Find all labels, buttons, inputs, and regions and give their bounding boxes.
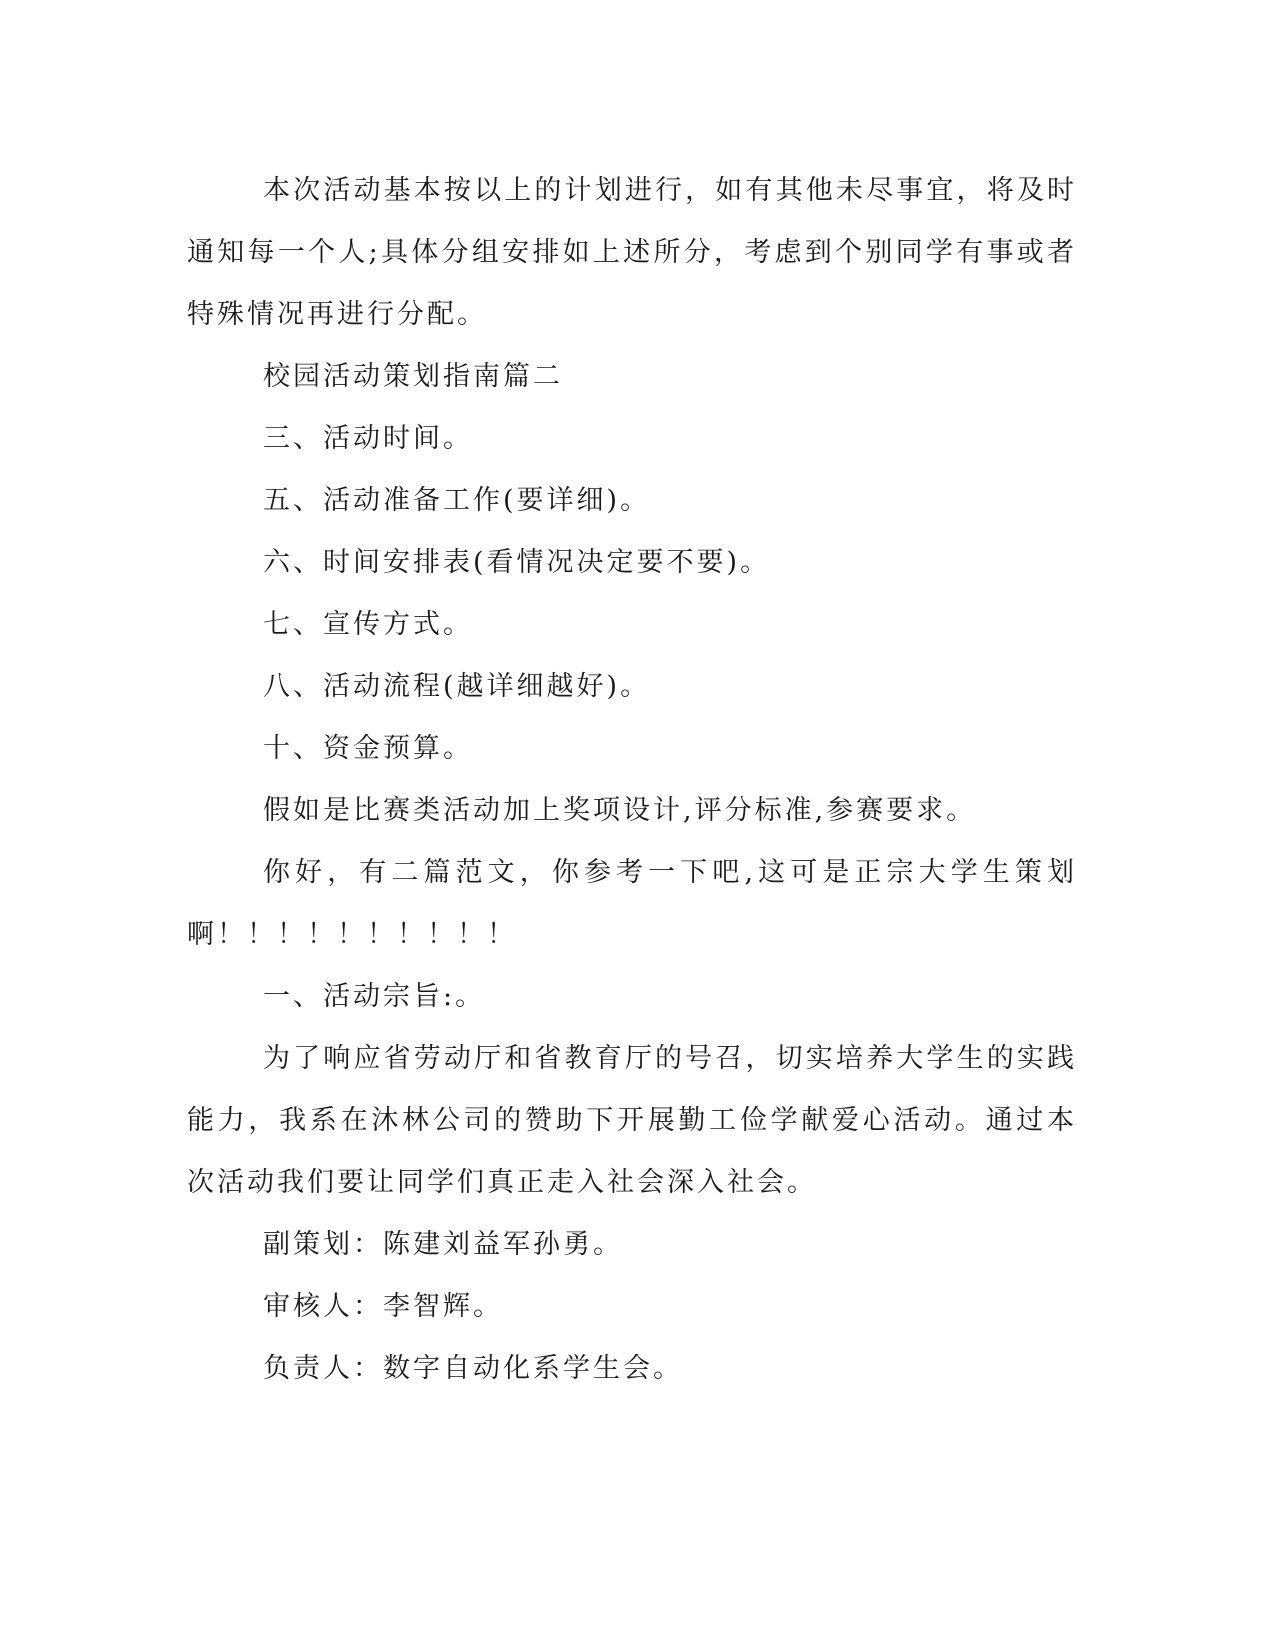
paragraph-budget: 十、资金预算。 (263, 733, 473, 764)
paragraph-plan-notice: 本次活动基本按以上的计划进行，如有其他未尽事宜，将及时通知每一个人;具体分组安排如上述所分，考虑到个别同学有事或者特殊情况再进行分配。 (187, 175, 1077, 330)
paragraph-process: 八、活动流程(越详细越好)。 (263, 671, 651, 702)
paragraph-section-title: 校园活动策划指南篇二 (263, 361, 563, 392)
paragraph-preparation: 五、活动准备工作(要详细)。 (263, 485, 651, 516)
paragraph-publicity: 七、宣传方式。 (263, 609, 473, 640)
paragraph-deputy-planner: 副策划：陈建刘益军孙勇。 (263, 1229, 623, 1260)
paragraph-greeting: 你好，有二篇范文，你参考一下吧,这可是正宗大学生策划啊！！！！！！！！！！ (187, 857, 1077, 950)
paragraph-purpose-body: 为了响应省劳动厅和省教育厅的号召，切实培养大学生的实践能力，我系在沐林公司的赞助下开展勤工俭学献爱心活动。通过本次活动我们要让同学们真正走入社会深入社会。 (187, 1043, 1077, 1198)
paragraph-responsible: 负责人：数字自动化系学生会。 (263, 1353, 683, 1384)
paragraph-competition: 假如是比赛类活动加上奖项设计,评分标准,参赛要求。 (263, 795, 977, 826)
paragraph-activity-time: 三、活动时间。 (263, 423, 473, 454)
paragraph-reviewer: 审核人：李智辉。 (263, 1291, 503, 1322)
document-body (187, 160, 1077, 1400)
paragraph-schedule: 六、时间安排表(看情况决定要不要)。 (263, 547, 771, 578)
paragraph-purpose-heading: 一、活动宗旨:。 (263, 981, 486, 1012)
